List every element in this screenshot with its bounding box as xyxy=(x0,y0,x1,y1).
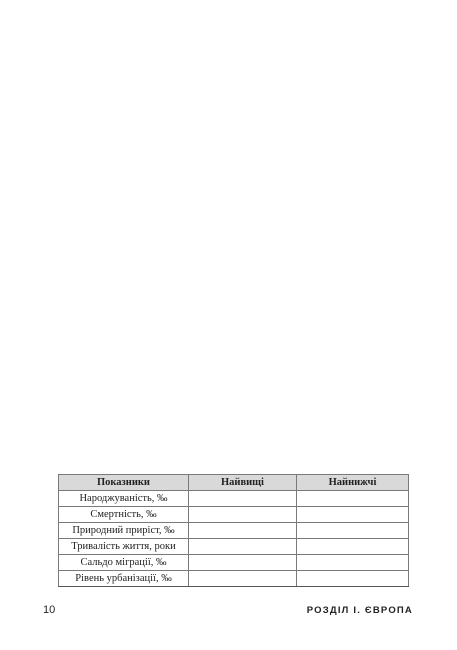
table-row xyxy=(59,555,409,571)
indicator-cell: Природний приріст, ‰ xyxy=(59,523,189,539)
header-lowest: Найнижчі xyxy=(297,475,409,491)
highest-cell[interactable] xyxy=(189,491,297,507)
chapter-title: РОЗДІЛ І. ЄВРОПА xyxy=(306,605,413,616)
page-number: 10 xyxy=(43,604,56,616)
lowest-cell[interactable] xyxy=(297,491,409,507)
indicator-cell: Сальдо міграції, ‰ xyxy=(59,555,189,571)
indicator-cell: Народжуваність, ‰ xyxy=(59,491,189,507)
indicators-table xyxy=(58,474,409,587)
header-indicators: Показники xyxy=(59,475,189,491)
lowest-cell[interactable] xyxy=(297,539,409,555)
indicator-cell: Тривалість життя, роки xyxy=(59,539,189,555)
table-row xyxy=(59,539,409,555)
lowest-cell[interactable] xyxy=(297,571,409,587)
lowest-cell[interactable] xyxy=(297,507,409,523)
table-row xyxy=(59,523,409,539)
highest-cell[interactable] xyxy=(189,539,297,555)
table-row xyxy=(59,491,409,507)
table-header-row xyxy=(59,475,409,491)
highest-cell[interactable] xyxy=(189,555,297,571)
lowest-cell[interactable] xyxy=(297,555,409,571)
header-highest: Найвищі xyxy=(189,475,297,491)
indicator-cell: Рівень урбанізації, ‰ xyxy=(59,571,189,587)
highest-cell[interactable] xyxy=(189,571,297,587)
indicators-table-container xyxy=(58,474,408,587)
table-row xyxy=(59,507,409,523)
indicator-cell: Смертність, ‰ xyxy=(59,507,189,523)
lowest-cell[interactable] xyxy=(297,523,409,539)
highest-cell[interactable] xyxy=(189,507,297,523)
table-row xyxy=(59,571,409,587)
highest-cell[interactable] xyxy=(189,523,297,539)
